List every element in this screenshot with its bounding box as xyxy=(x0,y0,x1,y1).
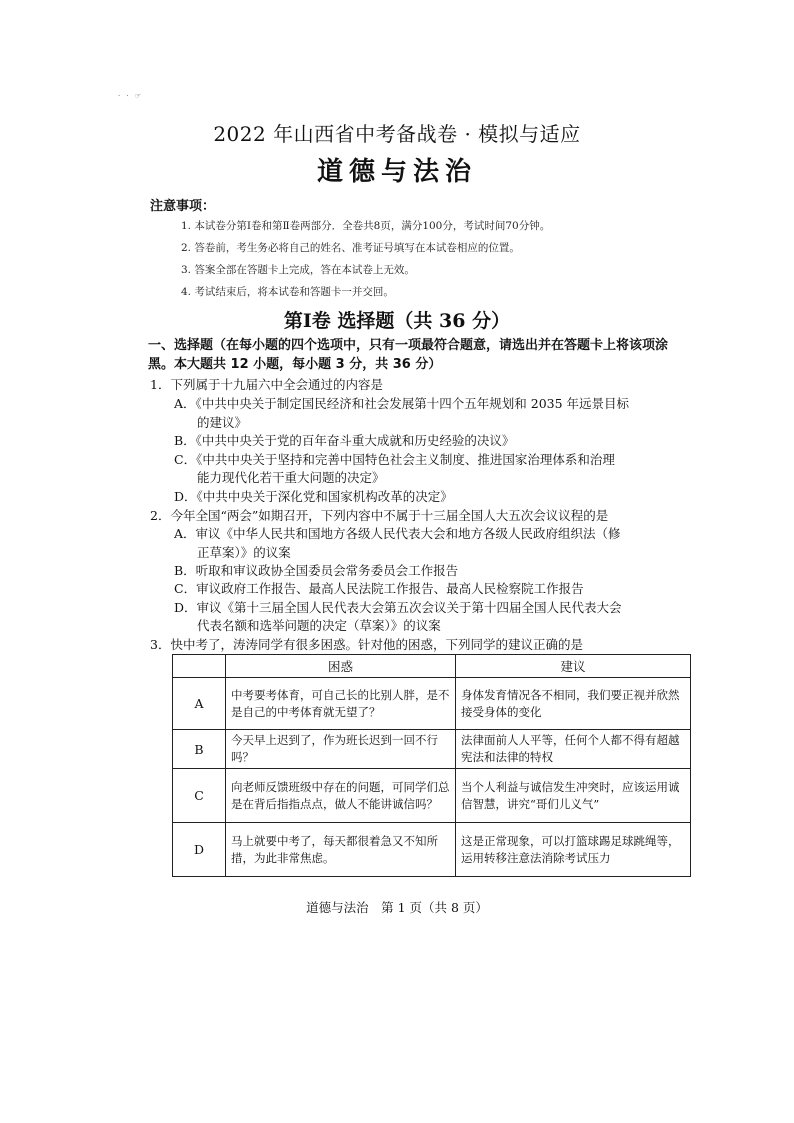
table-header-confusion: 困惑 xyxy=(226,655,456,678)
question-2-option-c: C．审议政府工作报告、最高人民法院工作报告、最高人民检察院工作报告 xyxy=(174,581,584,596)
table-header-advice: 建议 xyxy=(456,655,691,678)
notice-item: 3. 答案全部在答题卡上完成，答在本试卷上无效。 xyxy=(181,264,415,276)
subject-title: 道德与法治 xyxy=(316,157,477,187)
row-key: B xyxy=(173,730,226,769)
question-2-option-a-cont: 正草案）》的议案 xyxy=(197,545,291,560)
page-footer: 道德与法治 第 1 页（共 8 页） xyxy=(306,900,488,915)
table-header-row xyxy=(173,655,691,678)
question-1-option-d: D．《中共中央关于深化党和国家机构改革的决定》 xyxy=(174,489,453,504)
header-marks: · · ☞ xyxy=(118,92,144,100)
question-1-option-c-cont: 能力现代化若干重大问题的决定》 xyxy=(197,470,385,485)
row-confusion: 马上就要中考了，每天都很着急又不知所措，为此非常焦虑。 xyxy=(226,823,456,877)
table-row xyxy=(173,823,691,877)
question-2-option-b: B．听取和审议政协全国委员会常务委员会工作报告 xyxy=(174,563,459,578)
question-3-table xyxy=(172,654,691,877)
row-confusion: 中考要考体育，可自己长的比别人胖，是不是自己的中考体育就无望了？ xyxy=(226,678,456,730)
row-key: A xyxy=(173,678,226,730)
part-heading: 一、选择题（在每小题的四个选项中，只有一项最符合题意，请选出并在答题卡上将该项涂黑。本大题共 12 小题，每小题 3 分，共 36 分） xyxy=(148,338,669,372)
question-1-option-a: A．《中共中央关于制定国民经济和社会发展第十四个五年规划和 2035 年远景目标 xyxy=(174,396,630,411)
table-row xyxy=(173,678,691,730)
table-row xyxy=(173,769,691,823)
row-key: D xyxy=(173,823,226,877)
row-advice: 身体发育情况各不相同，我们要正视并欣然接受身体的变化 xyxy=(456,678,691,730)
table-header-key xyxy=(173,655,226,678)
question-3-stem: 3．快中考了，涛涛同学有很多困惑。针对他的困惑，下列同学的建议正确的是 xyxy=(150,637,583,652)
row-advice: 这是正常现象，可以打篮球踢足球跳绳等，运用转移注意法消除考试压力 xyxy=(456,823,691,877)
row-advice: 法律面前人人平等，任何个人都不得有超越宪法和法律的特权 xyxy=(456,730,691,769)
notice-item: 4. 考试结束后，将本试卷和答题卡一并交回。 xyxy=(181,286,394,298)
question-1-option-c: C．《中共中央关于坚持和完善中国特色社会主义制度、推进国家治理体系和治理 xyxy=(174,452,615,467)
question-2-option-d-cont: 代表名额和选举问题的决定（草案）》的议案 xyxy=(197,618,441,633)
section-title: 第Ⅰ卷 选择题（共 36 分） xyxy=(283,310,511,332)
question-1-option-a-cont: 的建议》 xyxy=(197,415,248,430)
notice-item: 1. 本试卷分第Ⅰ卷和第Ⅱ卷两部分．全卷共8页，满分100分，考试时间70分钟。 xyxy=(181,220,551,232)
table-row xyxy=(173,730,691,769)
question-2-option-a: A．审议《中华人民共和国地方各级人民代表大会和地方各级人民政府组织法（修 xyxy=(174,526,621,541)
question-2-option-d: D．审议《第十三届全国人民代表大会第五次会议关于第十四届全国人民代表大会 xyxy=(174,600,622,615)
row-key: C xyxy=(173,769,226,823)
row-confusion: 今天早上迟到了，作为班长迟到一回不行吗？ xyxy=(226,730,456,769)
row-advice: 当个人利益与诚信发生冲突时，应该运用诚信智慧，讲究“哥们儿义气” xyxy=(456,769,691,823)
question-1-stem: 1．下列属于十九届六中全会通过的内容是 xyxy=(150,377,383,392)
notice-item: 2. 答卷前，考生务必将自己的姓名、准考证号填写在本试卷相应的位置。 xyxy=(181,242,520,254)
row-confusion: 向老师反馈班级中存在的问题，可同学们总是在背后指指点点，做人不能讲诚信吗？ xyxy=(226,769,456,823)
exam-title: 2022 年山西省中考备战卷 · 模拟与适应 xyxy=(213,122,581,146)
notice-heading: 注意事项： xyxy=(150,199,216,214)
question-2-stem: 2．今年全国“两会”如期召开，下列内容中不属于十三届全国人大五次会议议程的是 xyxy=(150,508,609,523)
question-1-option-b: B．《中共中央关于党的百年奋斗重大成就和历史经验的决议》 xyxy=(174,433,515,448)
